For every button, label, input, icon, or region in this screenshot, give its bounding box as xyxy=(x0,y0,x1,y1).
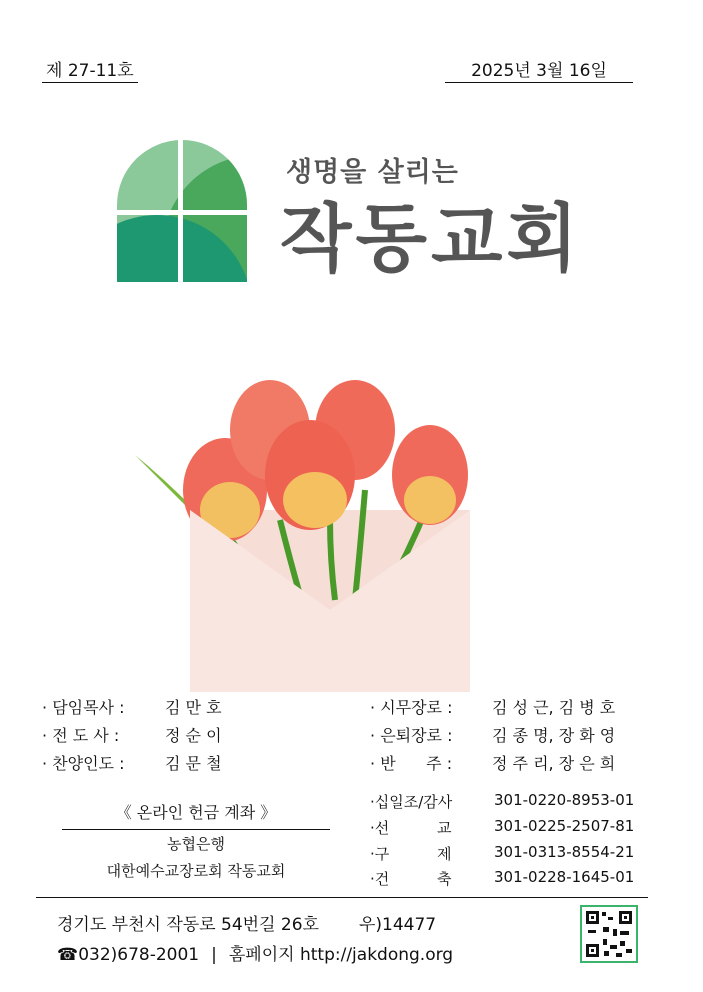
logo-name: 작동교회 xyxy=(280,196,582,282)
address-text: 경기도 부천시 작동로 54번길 26호 xyxy=(57,915,319,935)
account-label: 십일조/감사 xyxy=(374,793,453,811)
account-holder: 대한예수교장로회 작동교회 xyxy=(106,862,286,880)
account-row xyxy=(370,843,635,864)
bank-name: 농협은행 xyxy=(167,835,225,853)
bullet: · xyxy=(370,819,375,837)
online-offering-title: 《 온라인 헌금 계좌 》 xyxy=(115,803,277,822)
issue-date: 2025년 3월 16일 xyxy=(445,56,633,83)
issue-number: 제 27-11호 xyxy=(42,56,138,83)
staff-label: 반 주 : xyxy=(380,754,453,773)
divider xyxy=(62,829,330,830)
account-label: 구 제 xyxy=(374,845,452,863)
account-number: 301-0228-1645-01 xyxy=(494,868,635,886)
account-number: 301-0225-2507-81 xyxy=(494,817,635,835)
staff-name: 김 만 호 xyxy=(165,698,222,717)
contact xyxy=(57,940,453,965)
staff-row xyxy=(42,751,222,774)
account-row xyxy=(370,868,635,889)
phone-number: 032)678-2001 xyxy=(78,945,200,965)
bullet: · xyxy=(42,698,48,717)
staff-row xyxy=(370,723,616,746)
phone-icon: ☎ xyxy=(57,945,79,965)
tulip-envelope-image xyxy=(130,370,510,692)
separator: | xyxy=(211,945,217,965)
logo-subtitle: 생명을 살리는 xyxy=(286,157,459,188)
staff-row xyxy=(42,695,222,718)
bullet: · xyxy=(370,726,376,745)
staff-name: 정 순 이 xyxy=(165,726,222,745)
staff-row xyxy=(370,695,616,718)
bullet: · xyxy=(42,726,48,745)
qr-code-icon[interactable] xyxy=(580,905,638,963)
account-row xyxy=(370,791,635,812)
account-number: 301-0220-8953-01 xyxy=(494,791,635,809)
homepage-label: 홈페이지 xyxy=(228,945,295,965)
staff-row xyxy=(42,723,222,746)
staff-label: 시무장로 : xyxy=(380,698,453,717)
staff-label: 은퇴장로 : xyxy=(380,726,453,745)
homepage-link[interactable]: http://jakdong.org xyxy=(299,945,454,965)
staff-name: 김 성 근, 김 병 호 xyxy=(492,698,616,717)
bullet: · xyxy=(370,698,376,717)
account-label: 건 축 xyxy=(374,870,452,888)
postal-code: 우)14477 xyxy=(358,915,437,935)
bullet: · xyxy=(370,754,376,773)
bullet: · xyxy=(370,870,375,888)
bullet: · xyxy=(42,754,48,773)
staff-name: 김 종 명, 장 화 영 xyxy=(492,726,616,745)
staff-label: 담임목사 : xyxy=(52,698,125,717)
staff-name: 정 주 리, 장 은 희 xyxy=(492,754,616,773)
staff-name: 김 문 철 xyxy=(165,754,222,773)
staff-label: 전 도 사 : xyxy=(52,726,120,745)
address xyxy=(57,910,436,935)
bullet: · xyxy=(370,793,375,811)
staff-row xyxy=(370,751,616,774)
church-logo-icon xyxy=(117,140,247,282)
account-row xyxy=(370,817,635,838)
footer-divider xyxy=(36,897,648,898)
staff-label: 찬양인도 : xyxy=(52,754,125,773)
bullet: · xyxy=(370,845,375,863)
account-number: 301-0313-8554-21 xyxy=(494,843,635,861)
account-label: 선 교 xyxy=(374,819,452,837)
